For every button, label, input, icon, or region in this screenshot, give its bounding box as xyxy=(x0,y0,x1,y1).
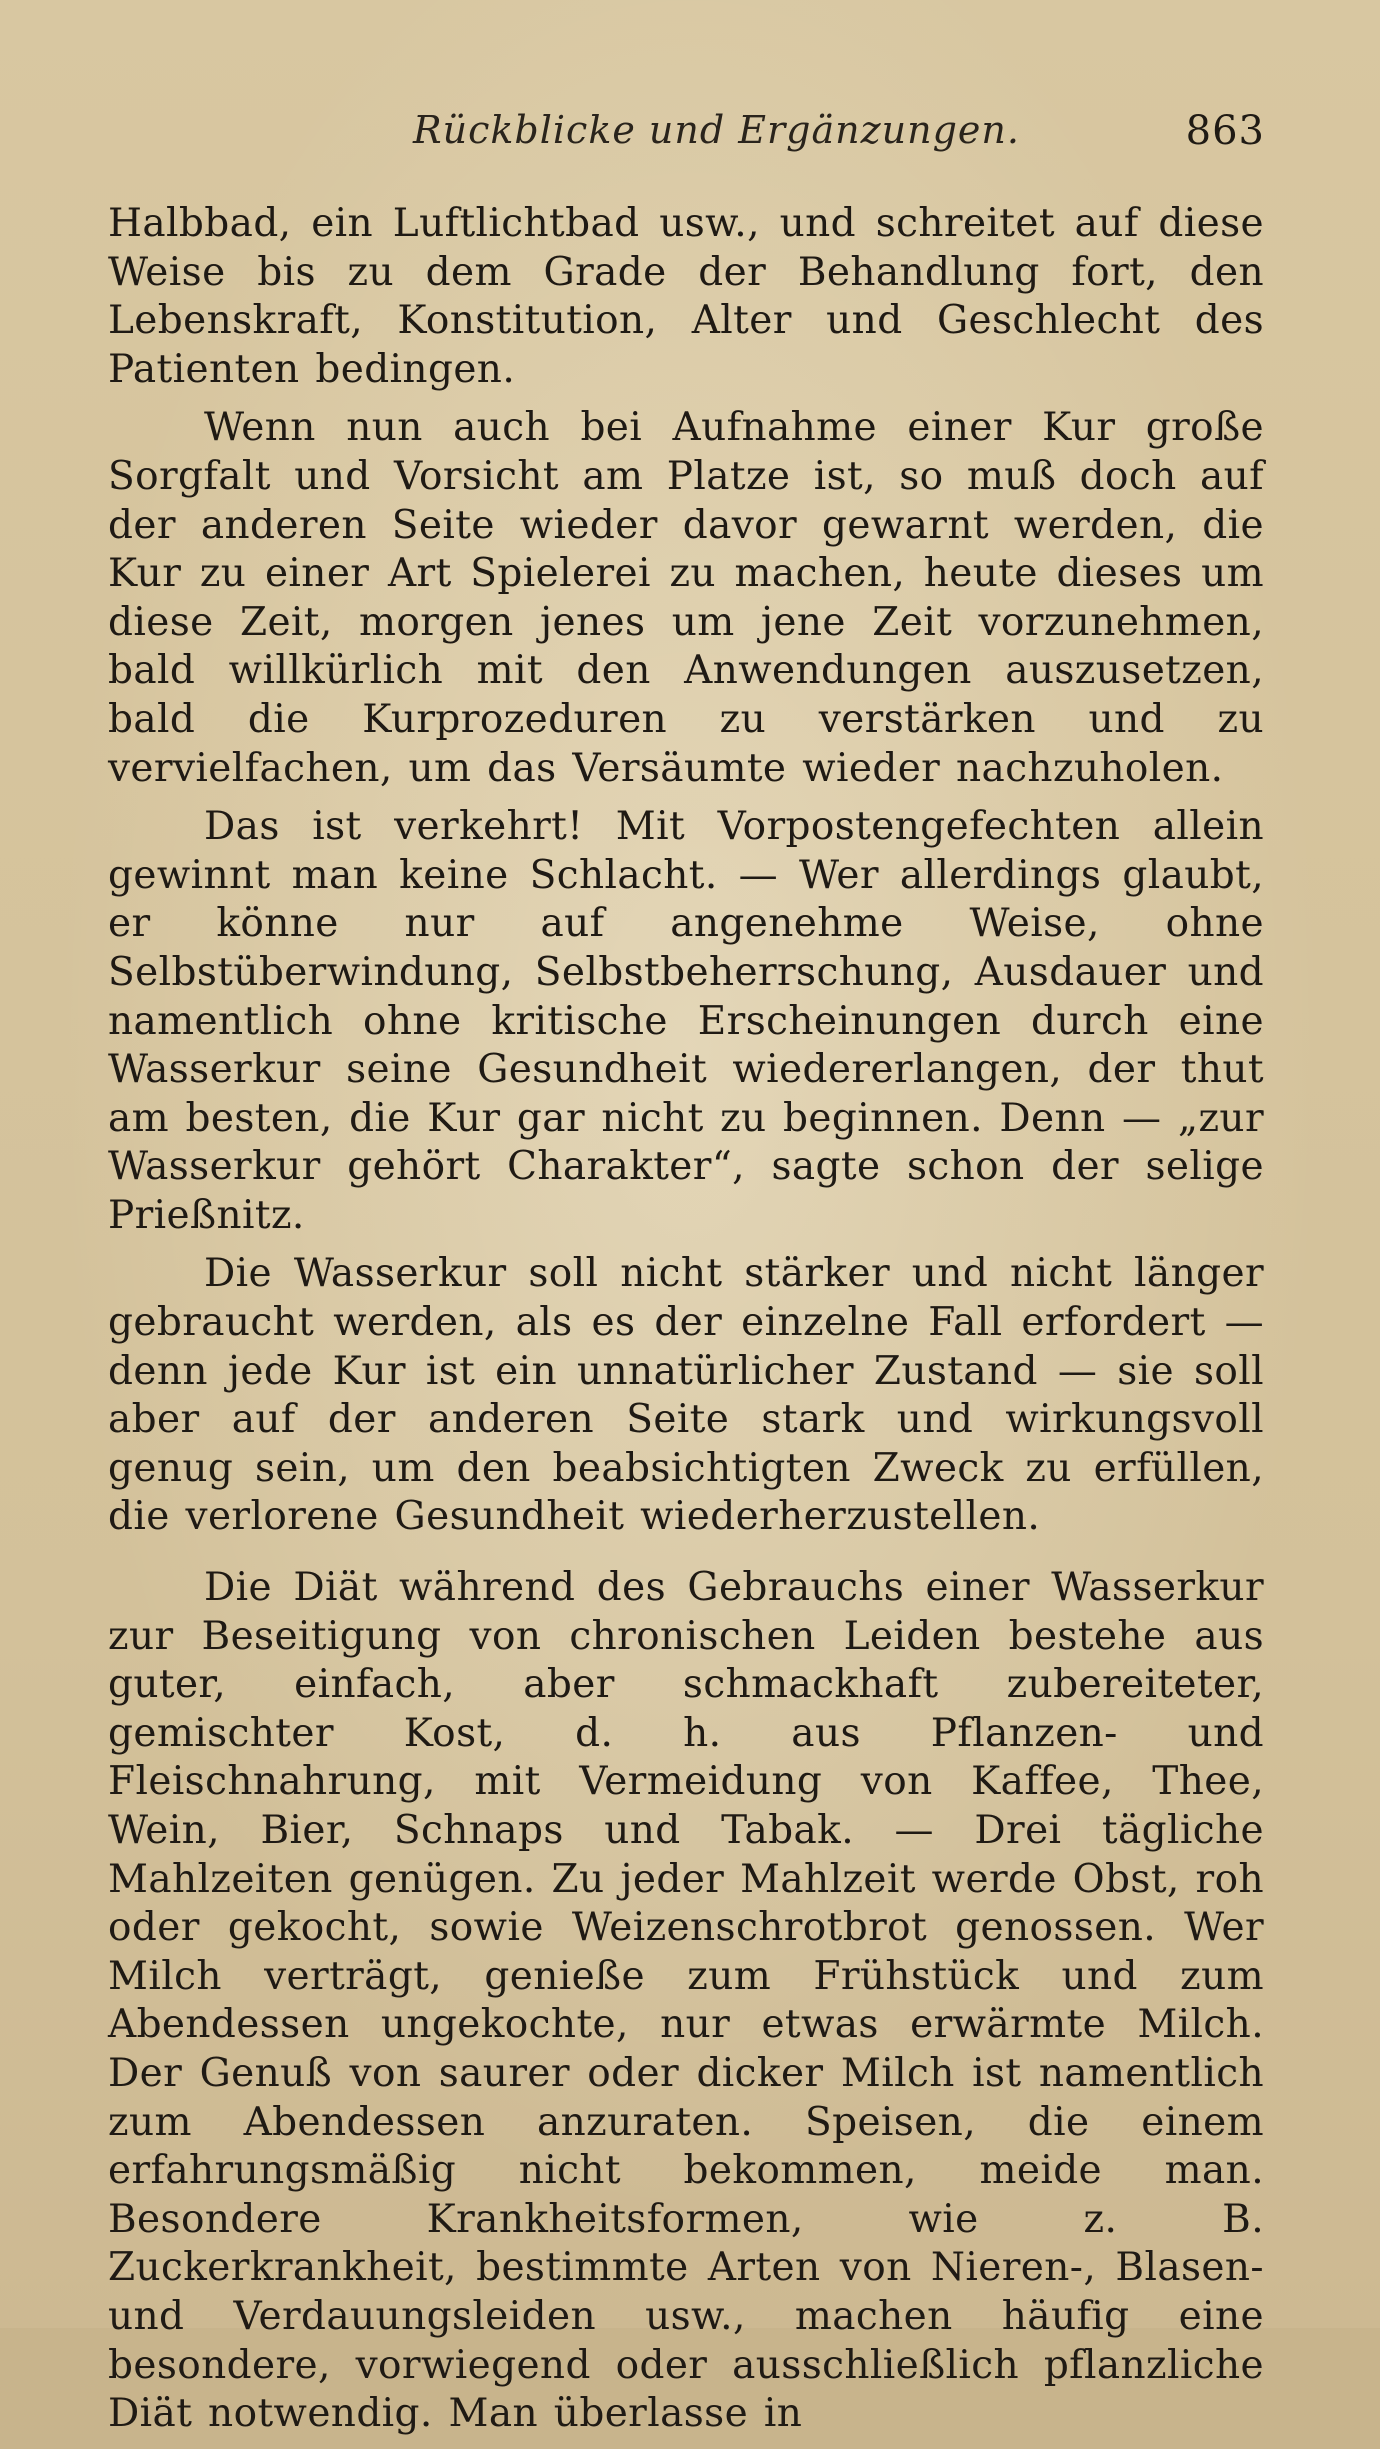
page-number: 863 xyxy=(1185,108,1265,154)
running-head: Rückblicke und Ergänzungen. xyxy=(413,108,1020,152)
paragraph: Wenn nun auch bei Aufnahme einer Kur große Sorgfalt und Vorsicht am Platze ist, so muß doch auf der anderen Seite wieder davor gewarnt werden, die Kur zu einer Art Spielerei zu machen, heute dieses um diese Zeit, morgen jenes um jene Zeit vorzunehmen, bald willkürlich mit den Anwendungen auszusetzen, bald die Kurprozeduren zu verstärken und zu vervielfachen, um das Versäumte wieder nachzuholen. xyxy=(108,405,1264,791)
body-text xyxy=(108,200,1264,2449)
paragraph-continuation: Halbbad, ein Luftlichtbad usw., und schreitet auf diese Weise bis zu dem Grade der Behandlung fort, den Lebenskraft, Konstitution, Alter und Geschlecht des Patienten bedingen. xyxy=(108,201,1264,392)
paragraph: Das ist verkehrt! Mit Vorpostengefechten allein gewinnt man keine Schlacht. — Wer allerdings glaubt, er könne nur auf angenehme Weise, ohne Selbstüberwindung, Selbstbeherrschung, Ausdauer und namentlich ohne kritische Erscheinungen durch eine Wasserkur seine Gesundheit wiedererlangen, der thut am besten, die Kur gar nicht zu beginnen. Denn — „zur Wasserkur gehört Charakter“, sagte schon der selige Prießnitz. xyxy=(108,804,1264,1238)
page-header xyxy=(108,108,1265,168)
paragraph: Die Diät während des Gebrauchs einer Wasserkur zur Beseitigung von chronischen Leiden bestehe aus guter, einfach, aber schmackhaft zubereiteter, gemischter Kost, d. h. aus Pflanzen- und Fleischnahrung, mit Vermeidung von Kaffee, Thee, Wein, Bier, Schnaps und Tabak. — Drei tägliche Mahlzeiten genügen. Zu jeder Mahlzeit werde Obst, roh oder gekocht, sowie Weizenschrotbrot genossen. Wer Milch verträgt, genieße zum Frühstück und zum Abendessen ungekochte, nur etwas erwärmte Milch. Der Genuß von saurer oder dicker Milch ist namentlich zum Abendessen anzuraten. Speisen, die einem erfahrungsmäßig nicht bekommen, meide man. Besondere Krankheitsformen, wie z. B. Zuckerkrankheit, bestimmte Arten von Nieren-, Blasen- und Verdauungsleiden usw., machen häufig eine besondere, vorwiegend oder ausschließlich pflanzliche Diät notwendig. Man überlasse in xyxy=(108,1565,1264,2437)
paragraph: Die Wasserkur soll nicht stärker und nicht länger gebraucht werden, als es der einzelne Fall erfordert — denn jede Kur ist ein unnatürlicher Zustand — sie soll aber auf der anderen Seite stark und wirkungsvoll genug sein, um den beabsichtigten Zweck zu erfüllen, die verlorene Gesundheit wiederherzustellen. xyxy=(108,1251,1264,1540)
